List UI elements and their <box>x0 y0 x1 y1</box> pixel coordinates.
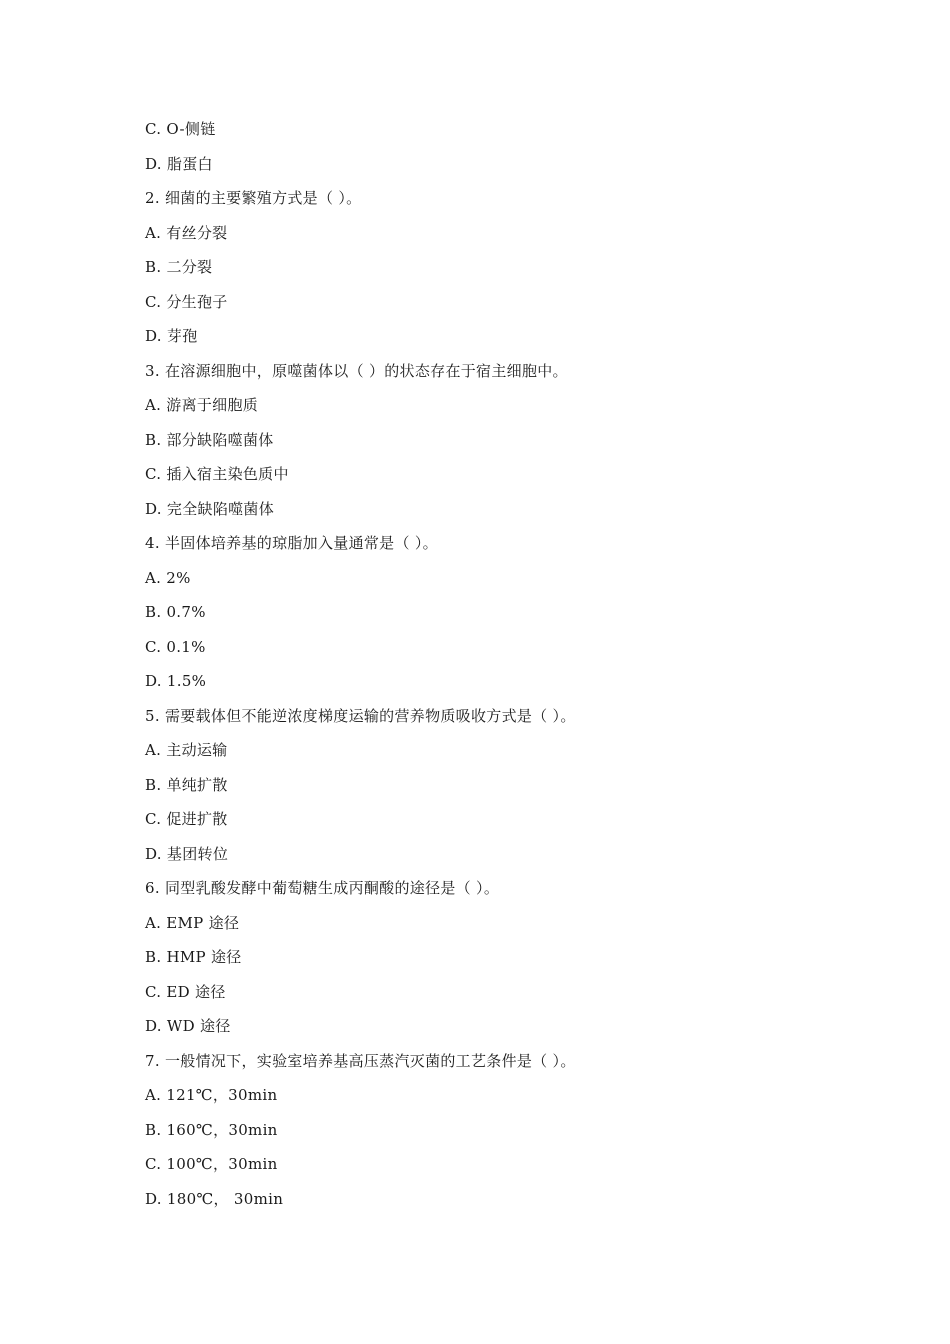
option-line: C. 100℃，30min <box>145 1155 278 1173</box>
option-line: A. 有丝分裂 <box>145 223 228 242</box>
option-line: D. 基团转位 <box>145 844 229 863</box>
question-line: 7. 一般情况下，实验室培养基高压蒸汽灭菌的工艺条件是（ ）。 <box>145 1051 576 1070</box>
option-line: B. HMP 途径 <box>145 948 242 966</box>
option-line: B. 二分裂 <box>145 258 213 276</box>
option-line: B. 单纯扩散 <box>145 775 228 794</box>
option-line: D. 180℃， 30min <box>145 1189 284 1208</box>
option-line: C. 分生孢子 <box>145 292 228 311</box>
option-line: B. 160℃，30min <box>145 1120 278 1139</box>
question-line: 4. 半固体培养基的琼脂加入量通常是（ ）。 <box>145 534 438 552</box>
option-line: D. WD 途径 <box>145 1017 231 1035</box>
option-line: C. 插入宿主染色质中 <box>145 465 289 483</box>
option-line: B. 0.7% <box>145 603 206 621</box>
option-line: C. 促进扩散 <box>145 810 228 828</box>
option-line: A. 121℃，30min <box>145 1086 278 1104</box>
option-line: D. 1.5% <box>145 672 207 690</box>
option-line: D. 芽孢 <box>145 327 198 345</box>
option-line: A. 游离于细胞质 <box>145 396 259 414</box>
option-line: A. 2% <box>145 568 191 587</box>
option-line: D. 脂蛋白 <box>145 154 213 173</box>
option-line: D. 完全缺陷噬菌体 <box>145 499 275 518</box>
question-line: 5. 需要载体但不能逆浓度梯度运输的营养物质吸收方式是（ ）。 <box>145 706 576 725</box>
question-line: 3. 在溶源细胞中，原噬菌体以（ ）的状态存在于宿主细胞中。 <box>145 361 568 380</box>
option-line: C. ED 途径 <box>145 982 226 1001</box>
option-line: C. 0.1% <box>145 637 206 656</box>
question-line: 6. 同型乳酸发酵中葡萄糖生成丙酮酸的途径是（ ）。 <box>145 879 500 897</box>
option-line: B. 部分缺陷噬菌体 <box>145 430 274 449</box>
option-line: A. EMP 途径 <box>145 913 240 932</box>
option-line: C. O-侧链 <box>145 120 216 138</box>
question-list <box>145 116 865 1220</box>
option-line: A. 主动运输 <box>145 741 228 759</box>
question-line: 2. 细菌的主要繁殖方式是（ ）。 <box>145 189 362 207</box>
